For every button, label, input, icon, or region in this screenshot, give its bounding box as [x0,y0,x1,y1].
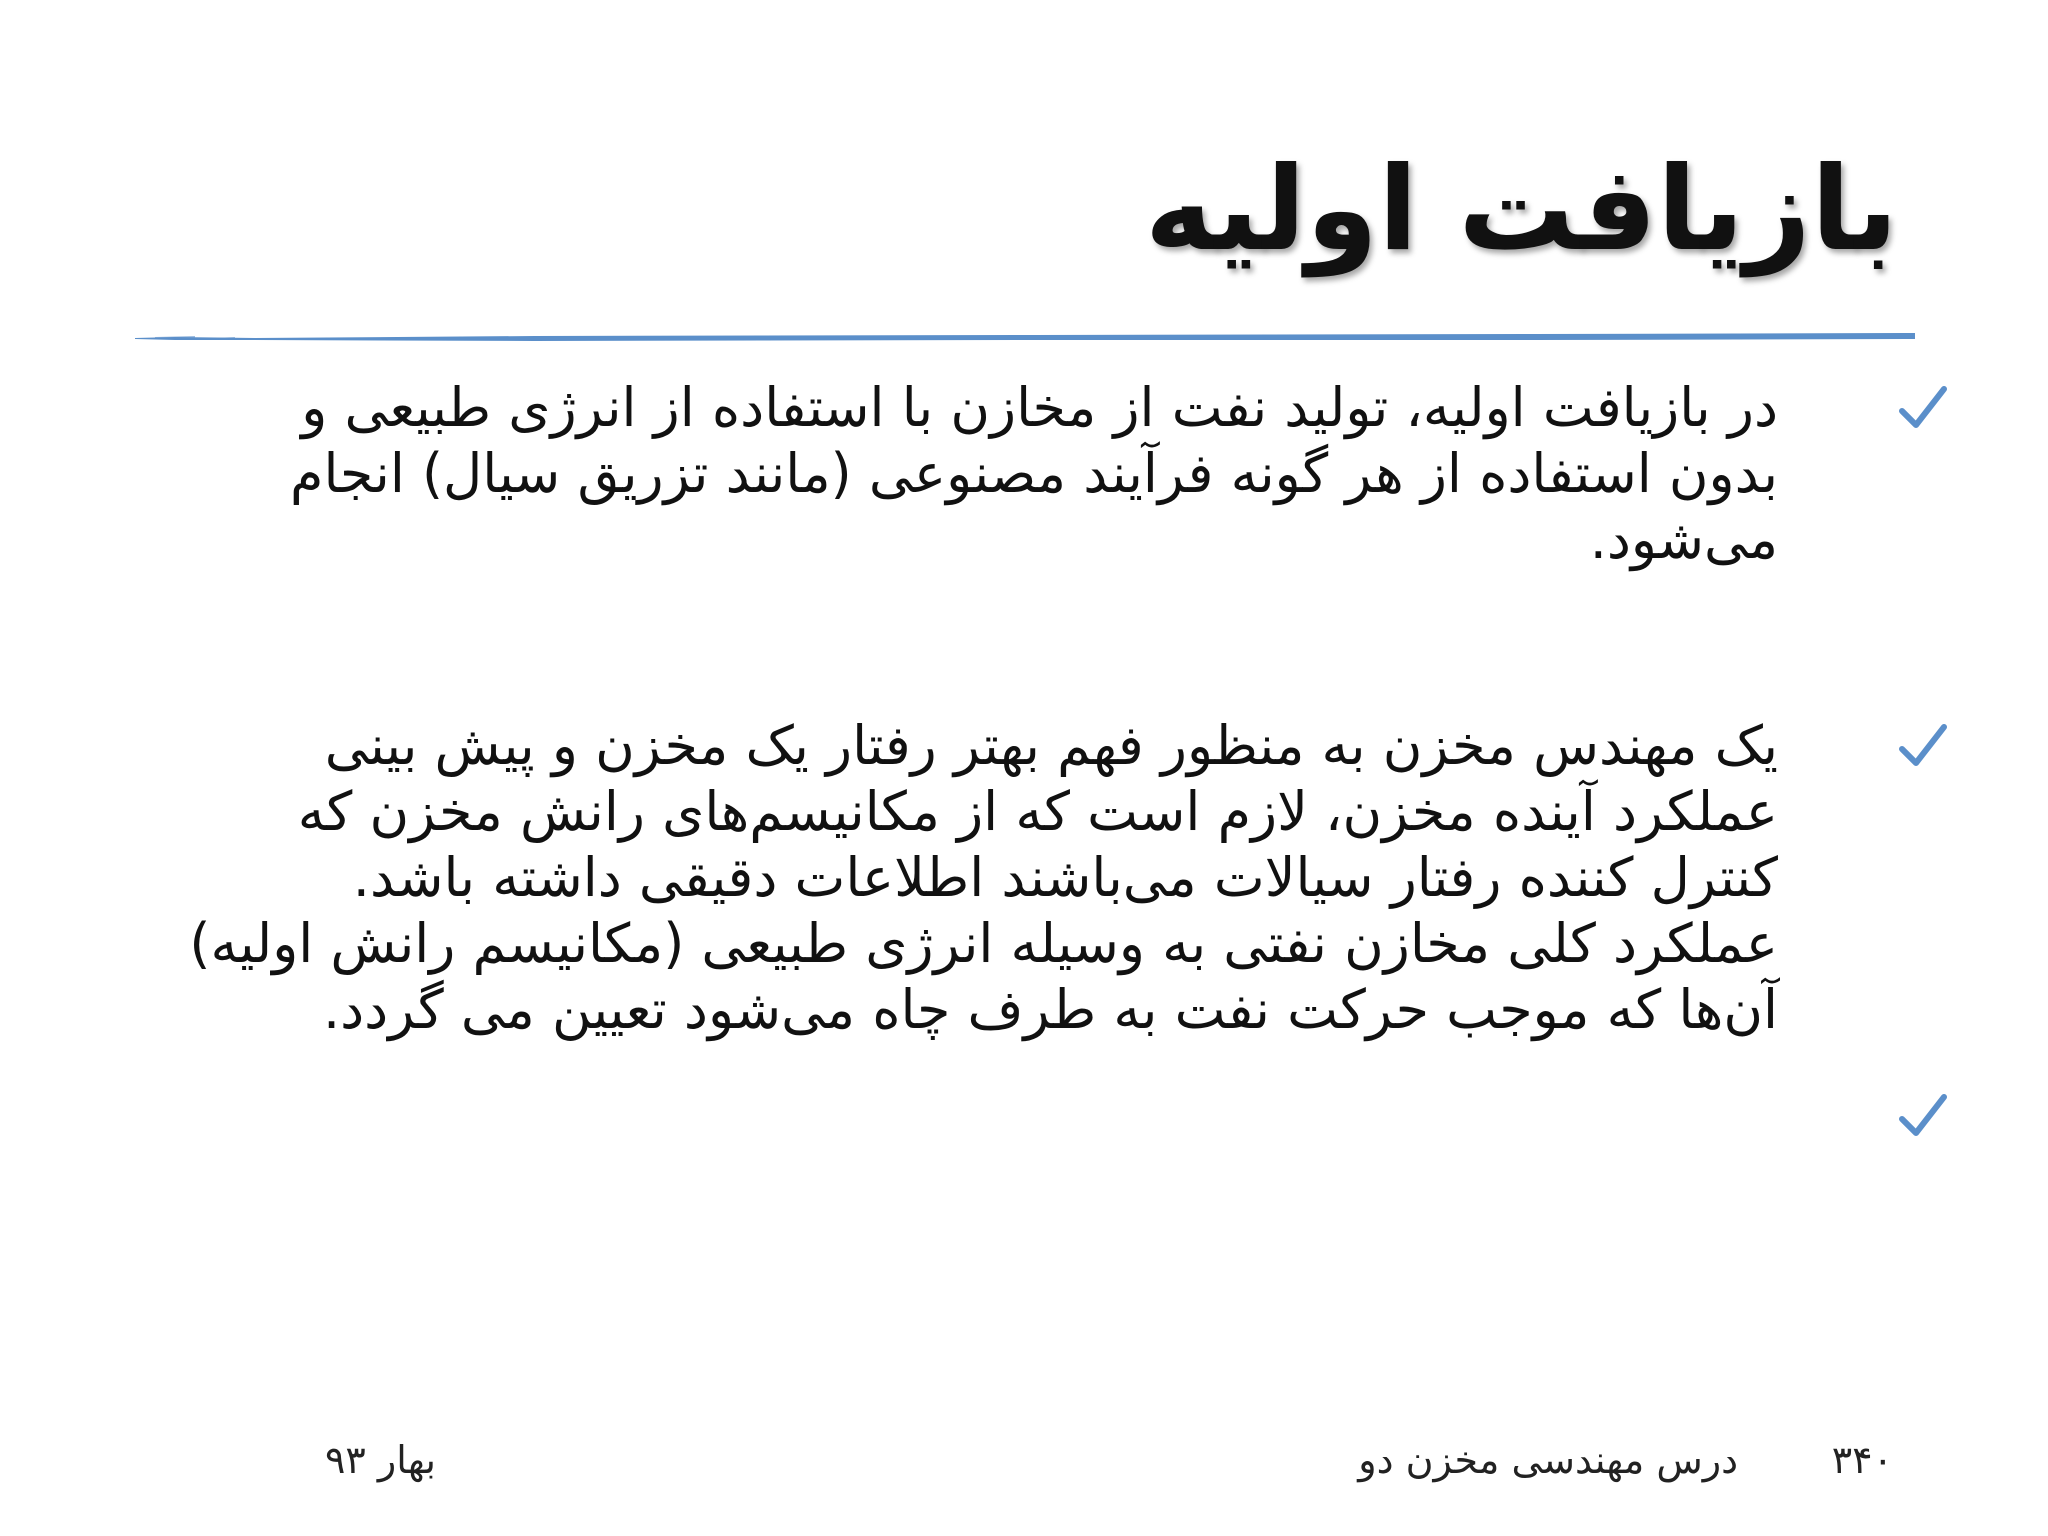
bullet-item [188,375,1948,573]
checkmark-icon [1896,1091,1948,1143]
page-number: ۳۴۰ [1831,1438,1893,1482]
semester-label: بهار ۹۳ [325,1438,436,1482]
bullet-item [188,1083,1948,1149]
bullet-text: در بازیافت اولیه، تولید نفت از مخازن با استفاده از انرژی طبیعی و بدون استفاده از هر گونه فرآیند مصنوعی (مانند تزریق سیال) انجام می‌شود. [290,376,1778,571]
checkmark-icon [1896,383,1948,435]
slide-footer [0,1438,2048,1498]
course-name: درس مهندسی مخزن دو [1358,1438,1738,1482]
bullet-list [188,375,1948,1315]
slide-title: بازیافت اولیه [1144,142,1898,277]
checkmark-icon [1896,721,1948,773]
bullet-item [188,713,1948,1043]
bullet-text: یک مهندس مخزن به منظور فهم بهتر رفتار یک مخزن و پیش بینی عملکرد آینده مخزن، لازم است که از مکانیسم‌های رانش مخزن که کنترل کننده رفتار سیالات می‌باشند اطلاعات دقیقی داشته باشد. عملکرد کلی مخازن نفتی به وسیله انرژی طبیعی (مکانیسم رانش اولیه) آن‌ها که موجب حرکت نفت به طرف چاه می‌شود تعیین می گردد. [189,714,1778,1041]
title-divider [135,330,1915,344]
